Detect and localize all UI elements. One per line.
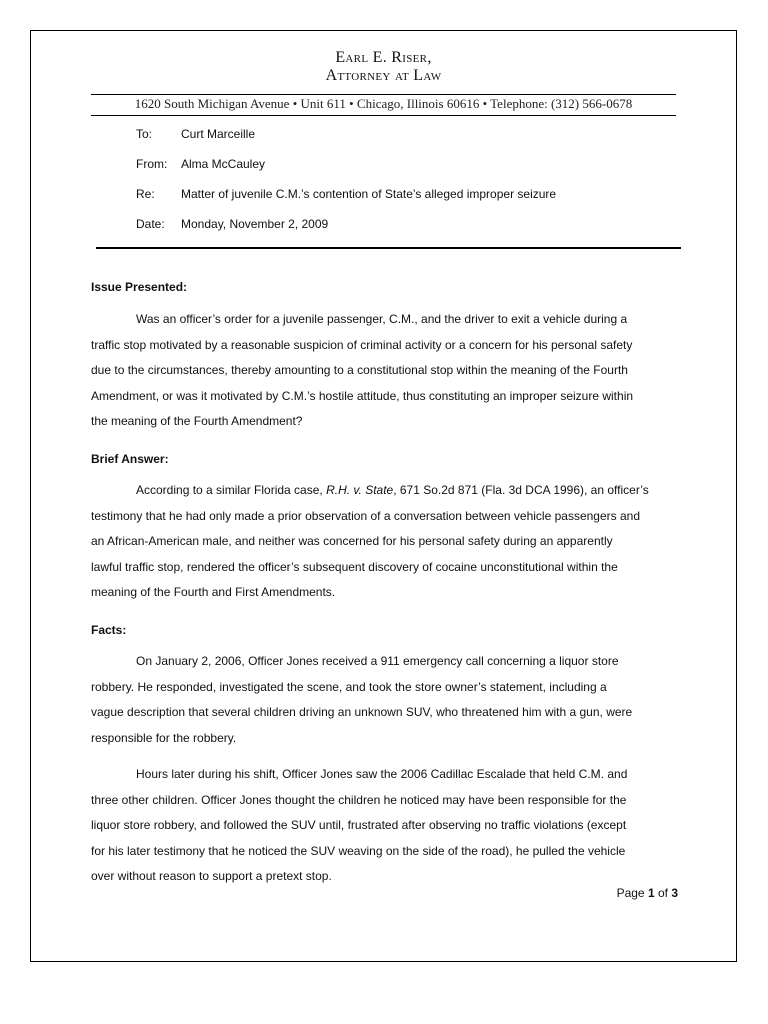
memo-from-value: Alma McCauley <box>181 157 266 171</box>
letterhead-bottom-rule <box>91 115 676 116</box>
of-word: of <box>654 886 672 900</box>
brief-heading: Brief Answer: <box>91 452 169 466</box>
brief-paragraph <box>91 478 691 606</box>
issue-paragraph <box>91 307 691 435</box>
facts-line: On January 2, 2006, Officer Jones received a 911 emergency call concerning a liquor store <box>136 654 619 668</box>
brief-line: lawful traffic stop, rendered the officer’s subsequent discovery of cocaine unconstitutional within the <box>91 559 618 574</box>
issue-line: due to the circumstances, thereby amounting to a constitutional stop within the meaning of the Fourth <box>91 363 628 377</box>
facts-line: over without reason to support a pretext stop. <box>91 869 332 883</box>
facts-line: robbery. He responded, investigated the scene, and took the store owner’s statement, including a <box>91 679 607 694</box>
letterhead-top-rule <box>91 94 676 95</box>
facts-line: three other children. Officer Jones thought the children he noticed may have been responsible for the <box>91 792 627 807</box>
memo-to-row <box>136 127 255 141</box>
memo-re-value: Matter of juvenile C.M.’s contention of State’s alleged improper seizure <box>181 187 557 201</box>
issue-line: the meaning of the Fourth Amendment? <box>91 414 303 428</box>
brief-line-suffix: , 671 So.2d 871 (Fla. 3d DCA 1996), an officer’s <box>393 483 649 497</box>
facts-line: vague description that several children driving an unknown SUV, who threatened him with a gun, were <box>91 705 633 719</box>
memo-re-row <box>136 187 556 201</box>
memo-re-label: Re: <box>136 187 155 201</box>
memo-from-row <box>136 157 265 171</box>
document-page <box>30 30 737 962</box>
memo-to-label: To: <box>136 127 153 141</box>
brief-line: testimony that he had only made a prior observation of a conversation between vehicle passengers and <box>91 508 640 523</box>
memo-to-value: Curt Marceille <box>181 127 256 141</box>
issue-line: Was an officer’s order for a juvenile passenger, C.M., and the driver to exit a vehicle during a <box>136 312 628 326</box>
case-citation: R.H. v. State <box>326 483 394 497</box>
page-number <box>617 886 678 900</box>
facts-line: responsible for the robbery. <box>91 730 237 745</box>
memo-separator-rule <box>96 247 681 249</box>
facts-paragraph-1 <box>91 649 691 751</box>
issue-line: Amendment, or was it motivated by C.M.’s hostile attitude, thus constituting an improper seizure within <box>91 388 634 403</box>
facts-heading: Facts: <box>91 623 127 637</box>
total-pages: 3 <box>671 886 678 900</box>
brief-line: an African-American male, and neither was concerned for his personal safety during an apparently <box>91 534 613 548</box>
brief-line: meaning of the Fourth and First Amendments. <box>91 585 336 599</box>
memo-date-value: Monday, November 2, 2009 <box>181 217 329 231</box>
facts-line: Hours later during his shift, Officer Jones saw the 2006 Cadillac Escalade that held C.M. and <box>136 767 628 781</box>
memo-date-row <box>136 217 328 231</box>
memo-from-label: From: <box>136 157 168 171</box>
attorney-name: Earl E. Riser, <box>335 49 432 66</box>
facts-line: for his later testimony that he noticed the SUV weaving on the side of the road), he pulled the vehicle <box>91 843 626 858</box>
issue-heading: Issue Presented: <box>91 280 188 294</box>
letterhead-address: 1620 South Michigan Avenue • Unit 611 • Chicago, Illinois 60616 • Telephone: (312) 566-0678 <box>134 96 633 111</box>
facts-line: liquor store robbery, and followed the SUV until, frustrated after observing no traffic violations (except <box>91 818 627 832</box>
page-word: Page <box>616 886 648 900</box>
attorney-title: Attorney at Law <box>325 67 442 84</box>
brief-line <box>91 478 691 504</box>
brief-line-prefix: According to a similar Florida case, <box>136 483 327 497</box>
issue-line: traffic stop motivated by a reasonable suspicion of criminal activity or a concern for his personal safety <box>91 337 633 352</box>
facts-paragraph-2 <box>91 762 691 890</box>
current-page: 1 <box>647 886 655 900</box>
memo-date-label: Date: <box>136 217 165 231</box>
